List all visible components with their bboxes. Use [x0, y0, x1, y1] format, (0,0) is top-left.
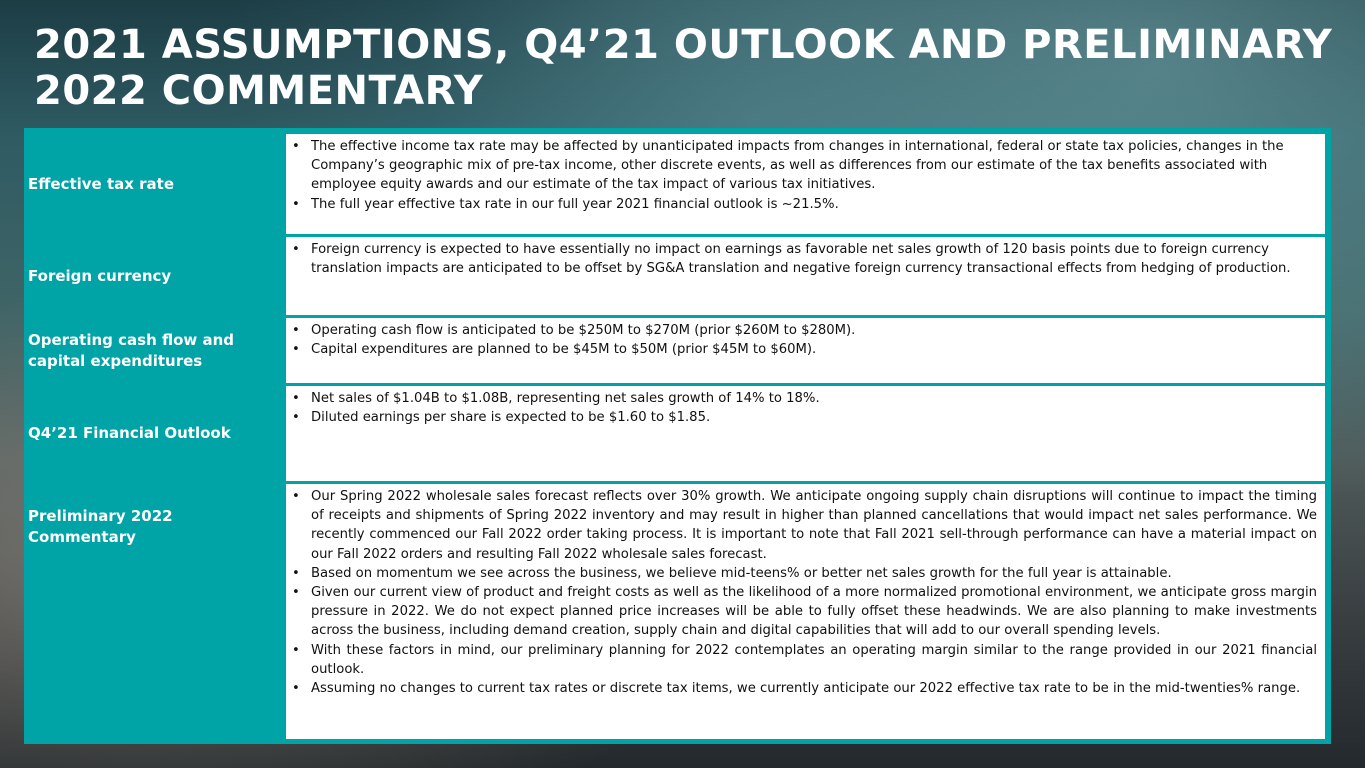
row-content [286, 484, 1325, 739]
row-content [286, 134, 1325, 234]
table-row-preliminary-2022 [24, 484, 1325, 739]
row-label: Operating cash flow and capital expenditures [24, 318, 286, 383]
bullet-item: • The full year effective tax rate in our full year 2021 financial outlook is ~21.5%. [290, 195, 1317, 214]
bullet-item: • Our Spring 2022 wholesale sales forecast reflects over 30% growth. We anticipate ongoing supply chain disruptions will continue to impact the timing of receipts and shipments of Spring 2022 inventory and may result in higher than planned cancellations that would impact net sales performance. We recently commenced our Fall 2022 order taking process. It is important to note that Fall 2021 sell-through performance can have a material impact on our Fall 2022 orders and resulting Fall 2022 wholesale sales forecast. [290, 487, 1317, 564]
bullet-item: • Net sales of $1.04B to $1.08B, representing net sales growth of 14% to 18%. [290, 389, 1317, 408]
row-label: Preliminary 2022 Commentary [24, 484, 286, 739]
row-content [286, 386, 1325, 481]
bullet-item: • With these factors in mind, our preliminary planning for 2022 contemplates an operating margin similar to the range provided in our 2021 financial outlook. [290, 641, 1317, 679]
row-label: Q4’21 Financial Outlook [24, 386, 286, 481]
bullet-item: • Operating cash flow is anticipated to be $250M to $270M (prior $260M to $280M). [290, 321, 1317, 340]
bullet-item: • Assuming no changes to current tax rates or discrete tax items, we currently anticipate our 2022 effective tax rate to be in the mid-twenties% range. [290, 679, 1317, 698]
bullet-item: • The effective income tax rate may be affected by unanticipated impacts from changes in international, federal or state tax policies, changes in the Company’s geographic mix of pre-tax income, other discrete events, as well as differences from our estimate of the tax benefits associated with employee equity awards and our estimate of the tax impact of various tax initiatives. [290, 137, 1317, 195]
bullet-item: • Capital expenditures are planned to be $45M to $50M (prior $45M to $60M). [290, 340, 1317, 359]
bullet-item: • Foreign currency is expected to have essentially no impact on earnings as favorable net sales growth of 120 basis points due to foreign currency translation impacts are anticipated to be offset by SG&A translation and negative foreign currency transactional effects from hedging of production. [290, 240, 1317, 278]
assumptions-table [24, 131, 1325, 742]
table-row-effective-tax-rate [24, 134, 1325, 234]
page-title: 2021 ASSUMPTIONS, Q4’21 OUTLOOK AND PRELIMINARY 2022 COMMENTARY [34, 22, 1333, 114]
table-row-operating-cash-flow [24, 318, 1325, 383]
assumptions-table-frame [24, 128, 1331, 744]
table-row-foreign-currency [24, 237, 1325, 315]
row-label: Effective tax rate [24, 134, 286, 234]
row-content [286, 237, 1325, 315]
row-content [286, 318, 1325, 383]
bullet-item: • Given our current view of product and freight costs as well as the likelihood of a more normalized promotional environment, we anticipate gross margin pressure in 2022. We do not expect planned price increases will be able to fully offset these headwinds. We are also planning to make investments across the business, including demand creation, supply chain and digital capabilities that will add to our overall spending levels. [290, 583, 1317, 641]
bullet-item: • Based on momentum we see across the business, we believe mid-teens% or better net sales growth for the full year is attainable. [290, 564, 1317, 583]
row-label: Foreign currency [24, 237, 286, 315]
table-row-q4-outlook [24, 386, 1325, 481]
bullet-item: • Diluted earnings per share is expected to be $1.60 to $1.85. [290, 408, 1317, 427]
